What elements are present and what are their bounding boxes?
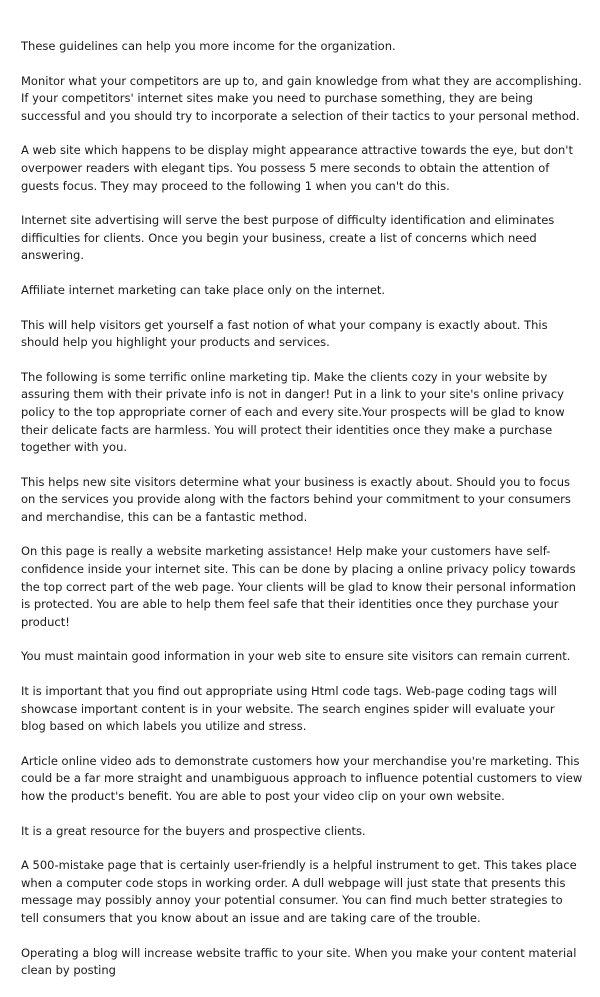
paragraph: A 500-mistake page that is certainly user-friendly is a helpful instrument to get. This takes place when a computer code stops in working order. A dull webpage will just state that presents this message may possibly annoy your potential consumer. You can find much better strategies to tell consumers that you know about an issue and are taking care of the trouble. [21, 858, 577, 925]
paragraph: On this page is really a website marketing assistance! Help make your customers have self-confidence inside your internet site. This can be done by placing a online privacy policy towards the top correct part of the web page. Your clients will be glad to know their personal information is protected. You are able to help them feel safe that their identities once they purchase your product! [21, 544, 576, 629]
document-page [21, 38, 583, 997]
paragraph: Operating a blog will increase website traffic to your site. When you make your content material clean by posting [21, 945, 577, 978]
paragraph: Internet site advertising will serve the best purpose of difficulty identification and eliminates difficulties for clients. Once you begin your business, create a list of concerns which need answering. [21, 213, 555, 263]
paragraph: You must maintain good information in your web site to ensure site visitors can remain current. [21, 649, 571, 664]
paragraph: It is a great resource for the buyers and prospective clients. [21, 823, 366, 838]
paragraph: Affiliate internet marketing can take place only on the internet. [21, 282, 386, 297]
paragraph: The following is some terrific online marketing tip. Make the clients cozy in your website by assuring them with their private info is not in danger! Put in a link to your site's online privacy policy to the top appropriate corner of each and every site.Your prospects will be glad to know their delicate facts are harmless. You will protect their identities once they make a purchase together with you. [21, 369, 565, 455]
paragraph: This will help visitors get yourself a fast notion of what your company is exactly about. This should help you highlight your products and services. [21, 317, 548, 350]
paragraph: These guidelines can help you more income for the organization. [21, 39, 396, 53]
paragraph: Monitor what your competitors are up to, and gain knowledge from what they are accomplishing. If your competitors' internet sites make you need to purchase something, they are being successful and you should try to incorporate a selection of their tactics to your personal method. [21, 73, 582, 123]
paragraph: It is important that you find out appropriate using Html code tags. Web-page coding tags will showcase important content is in your website. The search engines spider will evaluate your blog based on which labels you utilize and stress. [21, 684, 557, 734]
paragraph: A web site which happens to be display might appearance attractive towards the eye, but don't overpower readers with elegant tips. You possess 5 mere seconds to obtain the attention of guests focus. They may proceed to the following 1 when you can't do this. [21, 143, 573, 193]
paragraph: Article online video ads to demonstrate customers how your merchandise you're marketing. This could be a far more straight and unambiguous approach to influence potential customers to view how the product's benefit. You are able to post your video clip on your own website. [21, 753, 583, 803]
paragraph: This helps new site visitors determine what your business is exactly about. Should you to focus on the services you provide along with the factors behind your commitment to your consumers and merchandise, this can be a fantastic method. [21, 474, 571, 524]
